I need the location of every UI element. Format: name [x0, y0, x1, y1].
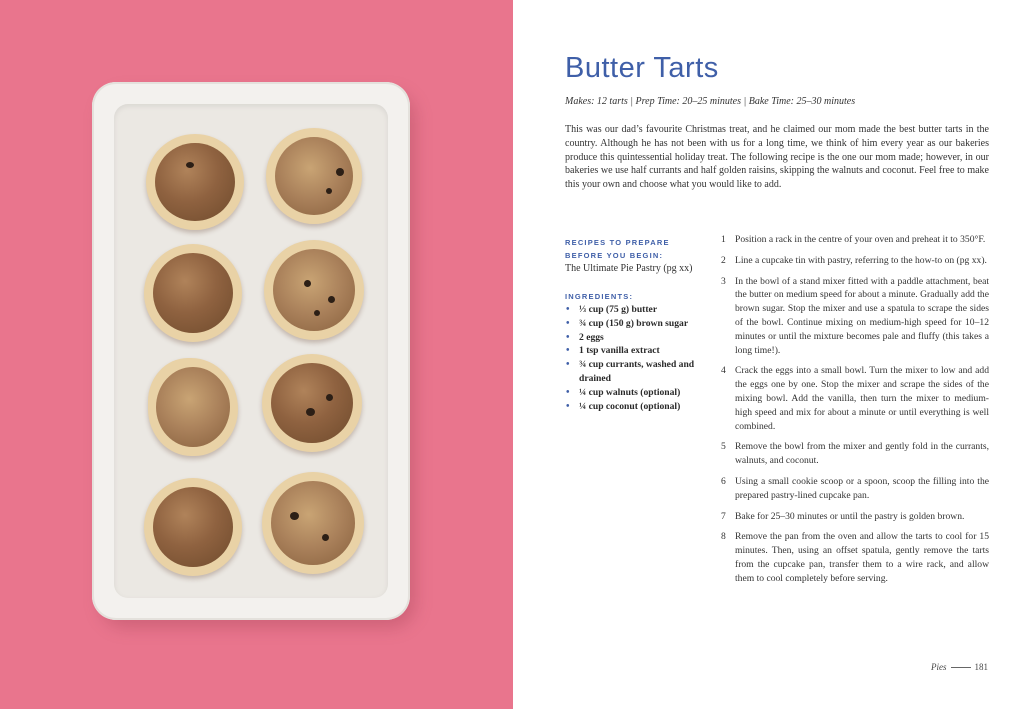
recipe-title: Butter Tarts: [565, 52, 719, 84]
footer-rule: [951, 667, 971, 668]
butter-tart-image: [144, 478, 242, 576]
step-number: 2: [721, 254, 726, 266]
step-text: Using a small cookie scoop or a spoon, scoop the filling into the prepared pastry-lined cupcake pan.: [735, 475, 989, 501]
page-number: 181: [974, 662, 988, 672]
ingredient-item: • 2 eggs: [565, 331, 705, 345]
ingredient-item: • ¼ cup coconut (optional): [565, 400, 705, 414]
step-text: Position a rack in the centre of your oven and preheat it to 350°F.: [735, 234, 986, 245]
method-step: [721, 530, 989, 585]
butter-tart-image: [262, 354, 362, 452]
baking-tray-photo: [92, 82, 410, 620]
step-text: Remove the pan from the oven and allow the tarts to cool for 15 minutes. Then, using an offset spatula, gently remove the tarts from the cupcake pan, transfer them to a wire rack, and allow them to cool completely before serving.: [735, 531, 989, 584]
step-text: Crack the eggs into a small bowl. Turn the mixer to low and add the eggs one by one. Stop the mixer and scrape the sides of the mixing bowl. Add the vanilla, then turn the mixer to medium-high speed and mix for about a minute or until everything is well combined.: [735, 365, 989, 432]
step-number: 6: [721, 475, 726, 487]
step-number: 3: [721, 275, 726, 287]
page-footer: [931, 662, 988, 672]
recipe-sidebar: [565, 236, 705, 413]
step-number: 8: [721, 531, 726, 543]
step-text: Bake for 25–30 minutes or until the pastry is golden brown.: [735, 510, 965, 522]
butter-tart-image: [262, 472, 364, 574]
method-step: [721, 254, 989, 268]
ingredient-item: • ¾ cup currants, washed and drained: [565, 358, 705, 386]
method-step: [721, 475, 989, 503]
method-step: [721, 275, 989, 358]
step-number: 1: [721, 234, 726, 245]
ingredients-list: [565, 303, 705, 413]
recipe-intro: This was our dad’s favourite Christmas treat, and he claimed our mom made the best butter tarts in the country. Although he has not been with us for a long time, we think of him every year as our bakeries produce this quintessential holiday treat. The following recipe is the one our mom made; however, in our bakeries we use half currants and half golden raisins, skipping the walnuts and coconut. Feel free to make this your own and choose what you would like to add.: [565, 124, 989, 191]
step-text: Line a cupcake tin with pastry, referring to the how-to on (pg xx).: [735, 254, 987, 266]
ingredient-item: • 1 tsp vanilla extract: [565, 344, 705, 358]
butter-tart-image: [144, 244, 242, 342]
method-step: [721, 510, 989, 524]
prepare-label: RECIPES TO PREPARE BEFORE YOU BEGIN:: [565, 238, 670, 260]
prepare-item: The Ultimate Pie Pastry (pg xx): [565, 263, 693, 274]
ingredients-label: INGREDIENTS:: [565, 292, 634, 301]
ingredient-item: • ¾ cup (150 g) brown sugar: [565, 317, 705, 331]
ingredient-item: • ¼ cup walnuts (optional): [565, 386, 705, 400]
step-number: 7: [721, 510, 726, 522]
butter-tart-image: [266, 128, 362, 224]
method-steps: [721, 233, 989, 593]
step-number: 5: [721, 441, 726, 453]
butter-tart-image: [148, 358, 238, 456]
method-step: [721, 440, 989, 468]
method-step: [721, 364, 989, 433]
butter-tart-image: [264, 240, 364, 340]
step-number: 4: [721, 365, 726, 377]
step-text: Remove the bowl from the mixer and gently fold in the currants, walnuts, and coconut.: [735, 441, 989, 467]
butter-tart-image: [146, 134, 244, 230]
method-step: [721, 233, 989, 247]
ingredient-item: • ⅓ cup (75 g) butter: [565, 303, 705, 317]
step-text: In the bowl of a stand mixer fitted with a paddle attachment, beat the butter on medium speed for about a minute. Gradually add the brown sugar. Stop the mixer and use a spatula to scrape the sides of the bowl. Continue mixing on medium-high speed for 10–12 minutes or until the mixture becomes pale and fluffy (this takes a long time!).: [735, 275, 989, 356]
recipe-meta: Makes: 12 tarts | Prep Time: 20–25 minutes | Bake Time: 25–30 minutes: [565, 96, 856, 107]
recipe-page: [513, 0, 1024, 709]
section-name: Pies: [931, 662, 947, 672]
